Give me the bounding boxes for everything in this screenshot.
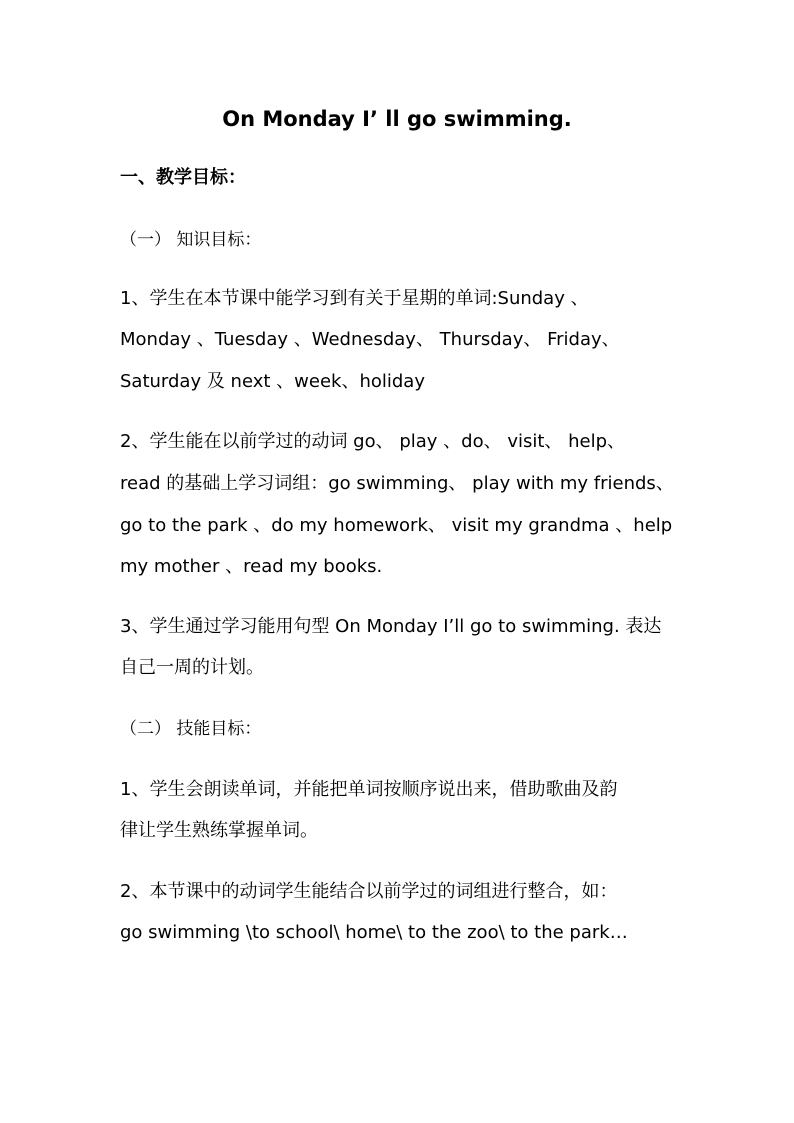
section-heading-teaching-objectives: 一、教学目标： (120, 167, 246, 188)
knowledge-item2-line1: 2、学生能在以前学过的动词 go、 play 、do、 visit、 help、 (120, 431, 626, 452)
knowledge-item3-line2: 自己一周的计划。 (120, 657, 264, 678)
knowledge-item1-line3: Saturday 及 next 、week、holiday (120, 371, 425, 392)
subsection-label-skills: （二） 技能目标： (120, 719, 262, 739)
knowledge-item3-line1: 3、学生通过学习能用句型 On Monday I’ll go to swimming. 表达 (120, 616, 662, 637)
knowledge-item1-line2: Monday 、Tuesday 、Wednesday、 Thursday、 Friday、 (120, 329, 620, 350)
knowledge-item2-line2: read 的基础上学习词组：go swimming、 play with my friends、 (120, 473, 674, 494)
subsection-label-knowledge: （一） 知识目标： (120, 230, 262, 250)
knowledge-item2-line4: my mother 、read my books. (120, 556, 383, 577)
knowledge-item1-line1: 1、学生在本节课中能学习到有关于星期的单词:Sunday 、 (120, 288, 589, 309)
skills-item1-line2: 律让学生熟练掌握单词。 (120, 820, 318, 841)
skills-item2-line1: 2、本节课中的动词学生能结合以前学过的词组进行整合，如： (120, 881, 618, 902)
skills-item1-line1: 1、学生会朗读单词，并能把单词按顺序说出来，借助歌曲及韵 (120, 779, 618, 800)
knowledge-item2-line3: go to the park 、do my homework、 visit my grandma 、help (120, 515, 673, 536)
skills-item2-line2: go swimming \to school\ home\ to the zoo\ to the park… (120, 922, 628, 943)
document-title: On Monday I’ ll go swimming. (222, 107, 572, 131)
